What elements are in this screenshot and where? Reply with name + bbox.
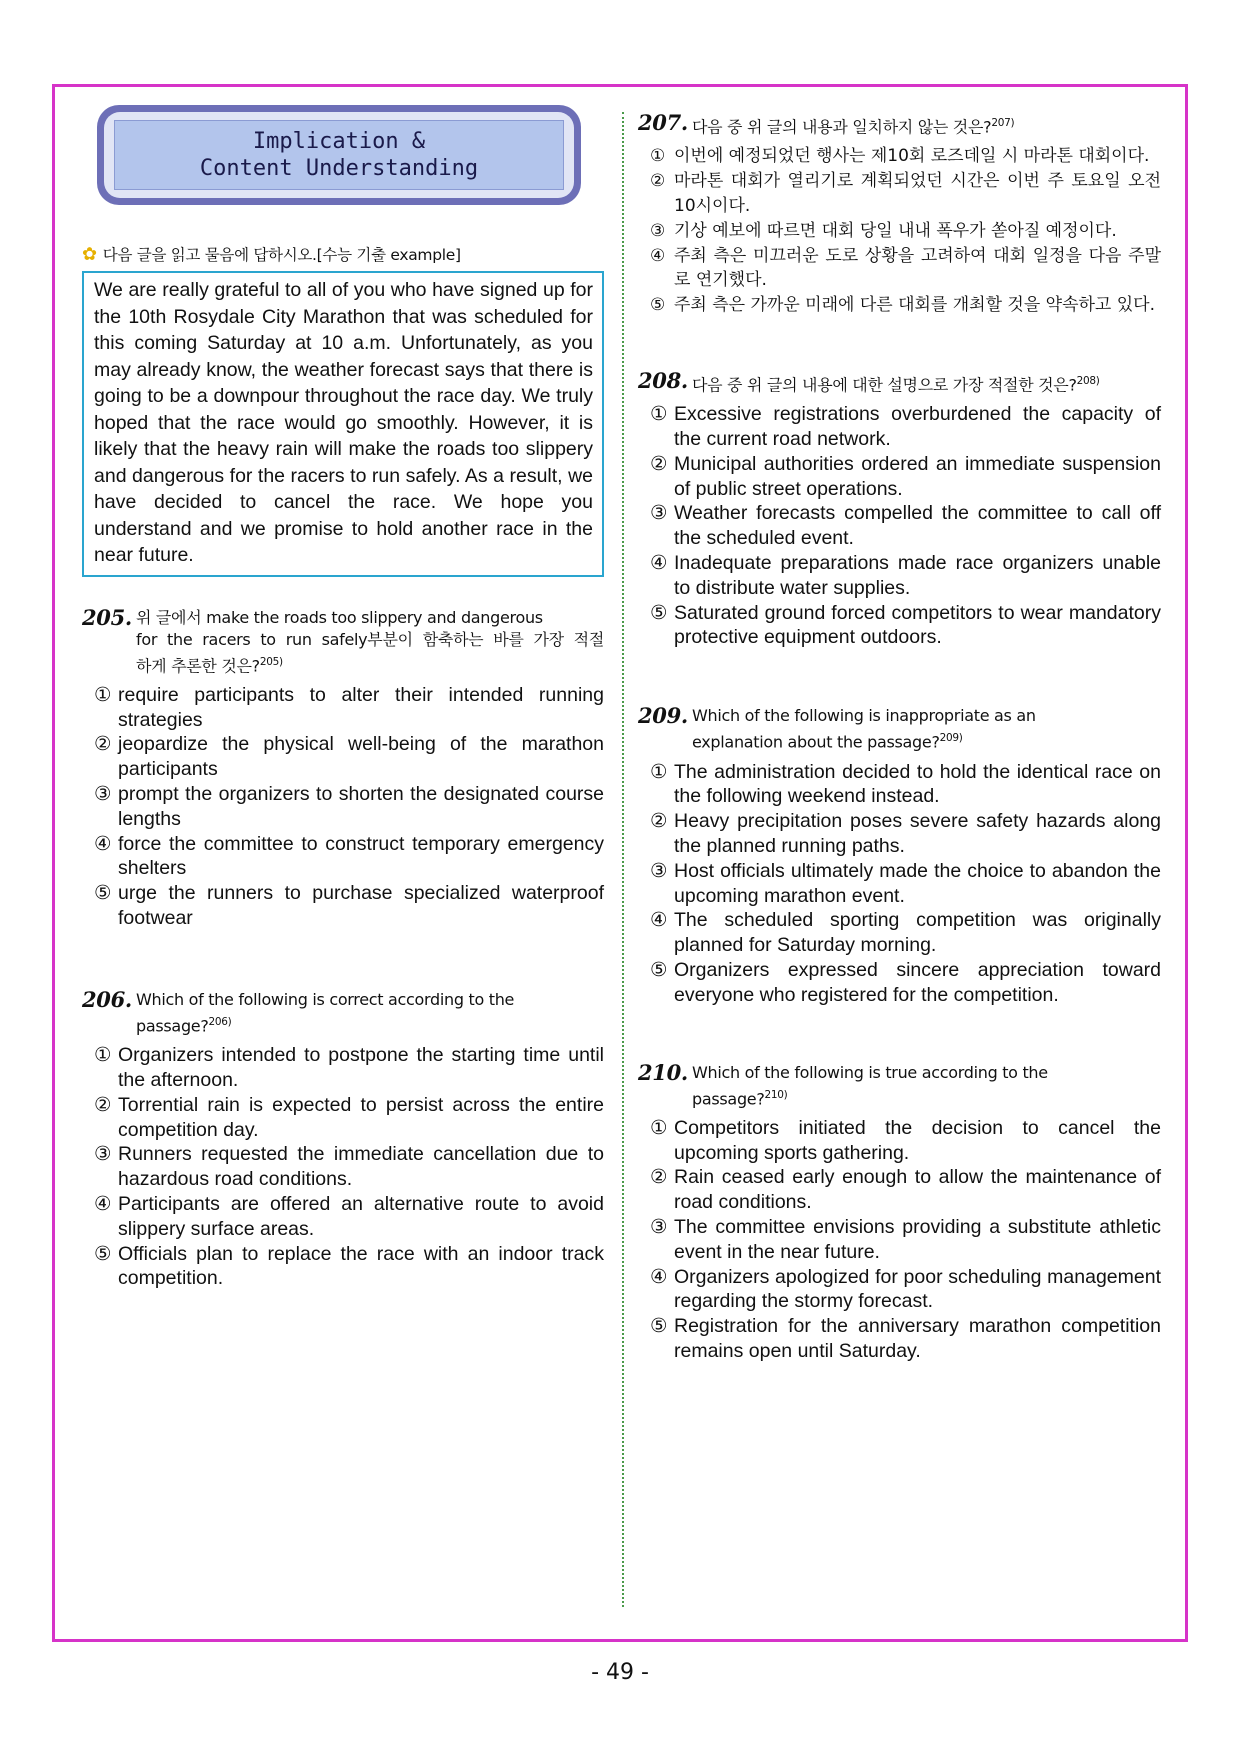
option-text: Heavy precipitation poses severe safety hazards along the planned running paths. bbox=[674, 810, 1161, 857]
answer-option[interactable] bbox=[94, 881, 604, 931]
question-stem-continued: for the racers to run safely부분이 함축하는 바를 가장 적절 bbox=[136, 629, 604, 649]
answer-option[interactable] bbox=[650, 501, 1161, 551]
option-text: Officials plan to replace the race with an indoor track competition. bbox=[118, 1242, 604, 1290]
instruction-text: 다음 글을 읽고 물음에 답하시오.[수능 기출 example] bbox=[102, 246, 461, 264]
option-number: ④ bbox=[94, 1192, 112, 1215]
footnote-ref: 208) bbox=[1076, 374, 1100, 387]
option-text: Municipal authorities ordered an immediate suspension of public street operations. bbox=[674, 452, 1161, 500]
question-number: 205. bbox=[82, 604, 132, 630]
option-text: Weather forecasts compelled the committee to call off the scheduled event. bbox=[674, 502, 1161, 550]
option-number: ② bbox=[650, 1166, 668, 1189]
option-number: ⑤ bbox=[650, 958, 668, 981]
question-number: 209. bbox=[638, 703, 688, 729]
option-text: Host officials ultimately made the choice to abandon the upcoming marathon event. bbox=[674, 859, 1161, 907]
question-stem: Which of the following is correct according to the bbox=[135, 989, 515, 1009]
option-number: ⑤ bbox=[650, 601, 668, 624]
option-number: ② bbox=[650, 810, 668, 833]
option-text: Competitors initiated the decision to cancel the upcoming sports gathering. bbox=[674, 1116, 1161, 1164]
answer-option[interactable] bbox=[94, 1242, 604, 1292]
answer-option[interactable] bbox=[650, 760, 1161, 810]
answer-option[interactable] bbox=[650, 244, 1161, 294]
answer-option[interactable] bbox=[650, 1116, 1161, 1166]
option-number: ① bbox=[650, 760, 668, 783]
title-line1: Implication & bbox=[252, 129, 426, 154]
question-number: 208. bbox=[638, 367, 688, 393]
option-number: ② bbox=[94, 733, 112, 756]
question-209 bbox=[638, 705, 1161, 1007]
footnote-ref: 207) bbox=[991, 117, 1015, 129]
answer-option[interactable] bbox=[94, 1192, 604, 1242]
answer-option[interactable] bbox=[650, 859, 1161, 909]
option-text: force the committee to construct temporary emergency shelters bbox=[118, 832, 604, 880]
option-text: Inadequate preparations made race organizers unable to distribute water supplies. bbox=[674, 552, 1161, 599]
option-number: ③ bbox=[94, 1143, 112, 1166]
option-text: The committee envisions providing a substitute athletic event in the near future. bbox=[674, 1216, 1161, 1263]
answer-option[interactable] bbox=[94, 683, 604, 733]
page-number: - 49 - bbox=[591, 1660, 649, 1685]
answer-option[interactable] bbox=[650, 809, 1161, 859]
right-column bbox=[638, 112, 1161, 1364]
column-divider bbox=[622, 112, 624, 1607]
question-205 bbox=[82, 604, 604, 931]
option-text: The administration decided to hold the identical race on the following weekend instead. bbox=[674, 760, 1161, 808]
option-number: ⑤ bbox=[94, 882, 112, 905]
option-number: ① bbox=[650, 146, 666, 167]
option-number: ④ bbox=[650, 552, 668, 575]
answer-option[interactable] bbox=[650, 1215, 1161, 1265]
option-number: ① bbox=[94, 683, 112, 706]
answer-option[interactable] bbox=[650, 293, 1161, 318]
option-text: 주최 측은 가까운 미래에 다른 대회를 개최할 것을 약속하고 있다. bbox=[674, 295, 1156, 316]
option-text: Runners requested the immediate cancellation due to hazardous road conditions. bbox=[118, 1143, 604, 1191]
option-text: 이번에 예정되었던 행사는 제10회 로즈데일 시 마라톤 대회이다. bbox=[674, 146, 1150, 167]
question-stem-continued: passage?$^{206)}$ bbox=[136, 1015, 232, 1036]
option-text: jeopardize the physical well-being of the marathon participants bbox=[118, 733, 604, 781]
answer-option[interactable] bbox=[650, 169, 1161, 219]
footnote-ref: 209) bbox=[939, 732, 963, 745]
section-title bbox=[114, 120, 564, 190]
option-text: Rain ceased early enough to allow the maintenance of road conditions. bbox=[674, 1166, 1161, 1214]
option-text: 주최 측은 미끄러운 도로 상황을 고려하여 대회 일정을 다음 주말로 연기했다. bbox=[674, 245, 1161, 291]
option-number: ⑤ bbox=[94, 1242, 112, 1265]
answer-option[interactable] bbox=[650, 908, 1161, 958]
flower-icon: ✿ bbox=[82, 243, 97, 265]
passage-box: We are really grateful to all of you who have signed up for the 10th Rosydale City Marathon that was scheduled for this coming Saturday at 10 a.m. Unfortunately, as you may already know, the weather forecast says that there is going to be a downpour throughout the race day. We truly hoped that the race would go smoothly. However, it is likely that the heavy rain will make the roads too slippery and dangerous for the racers to run safely. As a result, we have decided to cancel the race. We hope you understand and we promise to hold another race in the near future. bbox=[82, 271, 604, 577]
option-number: ② bbox=[650, 171, 666, 192]
question-number: 210. bbox=[638, 1059, 688, 1085]
answer-option[interactable] bbox=[650, 1165, 1161, 1215]
option-text: Organizers intended to postpone the starting time until the afternoon. bbox=[118, 1044, 604, 1091]
option-number: ③ bbox=[650, 502, 668, 525]
option-number: ③ bbox=[650, 859, 668, 882]
option-number: ① bbox=[650, 403, 668, 426]
option-text: Participants are offered an alternative route to avoid slippery surface areas. bbox=[118, 1192, 604, 1240]
option-text: Torrential rain is expected to persist across the entire competition day. bbox=[118, 1093, 604, 1141]
question-stem: 다음 중 위 글의 내용에 대한 설명으로 가장 적절한 것은?$^{208)}$ bbox=[691, 374, 1100, 395]
option-number: ⑤ bbox=[650, 1315, 668, 1338]
answer-option[interactable] bbox=[94, 1043, 604, 1093]
answer-option[interactable] bbox=[650, 958, 1161, 1008]
option-text: Organizers apologized for poor scheduling management regarding the stormy forecast. bbox=[674, 1265, 1161, 1313]
option-text: require participants to alter their intended running strategies bbox=[118, 683, 604, 731]
option-number: ④ bbox=[94, 832, 112, 855]
answer-option[interactable] bbox=[650, 1314, 1161, 1364]
footnote-ref: 210) bbox=[764, 1088, 788, 1101]
answer-option[interactable] bbox=[94, 1093, 604, 1143]
option-text: prompt the organizers to shorten the designated course lengths bbox=[118, 783, 604, 830]
question-stem-continued: 하게 추론한 것은?$^{205)}$ bbox=[136, 655, 283, 675]
option-number: ① bbox=[650, 1116, 668, 1139]
option-text: Organizers expressed sincere appreciation toward everyone who registered for the competition. bbox=[674, 958, 1161, 1006]
option-text: urge the runners to purchase specialized waterproof footwear bbox=[118, 882, 604, 929]
option-text: Excessive registrations overburdened the capacity of the current road network. bbox=[674, 403, 1161, 451]
title-line2: Content Understanding bbox=[199, 156, 479, 181]
question-number: 206. bbox=[82, 986, 132, 1012]
section-title-box bbox=[97, 105, 581, 205]
answer-option[interactable] bbox=[94, 832, 604, 882]
footnote-ref: 206) bbox=[208, 1015, 232, 1028]
question-stem: 위 글에서 make the roads too slippery and dangerous bbox=[135, 607, 543, 627]
footnote-ref: 205) bbox=[259, 655, 283, 668]
answer-option[interactable] bbox=[94, 782, 604, 832]
question-207 bbox=[638, 112, 1161, 318]
option-number: ③ bbox=[94, 783, 112, 806]
question-stem: Which of the following is inappropriate as an bbox=[691, 706, 1036, 726]
option-number: ④ bbox=[650, 245, 666, 266]
question-stem-continued: passage?$^{210)}$ bbox=[692, 1088, 788, 1108]
option-number: ⑤ bbox=[650, 295, 666, 316]
answer-option[interactable] bbox=[650, 601, 1161, 651]
question-number: 207. bbox=[638, 110, 688, 135]
question-210 bbox=[638, 1059, 1161, 1364]
option-text: 마라톤 대회가 열리기로 계획되었던 시간은 이번 주 토요일 오전 10시이다. bbox=[674, 171, 1161, 216]
answer-option[interactable] bbox=[650, 452, 1161, 502]
answer-option[interactable] bbox=[94, 1142, 604, 1192]
question-stem: Which of the following is true according to the bbox=[691, 1062, 1048, 1082]
answer-option[interactable] bbox=[650, 402, 1161, 452]
option-text: The scheduled sporting competition was originally planned for Saturday morning. bbox=[674, 909, 1161, 957]
question-stem: 다음 중 위 글의 내용과 일치하지 않는 것은?$^{207)}$ bbox=[691, 117, 1015, 137]
option-number: ② bbox=[650, 452, 668, 475]
option-text: Saturated ground forced competitors to wear mandatory protective equipment outdoors. bbox=[674, 601, 1161, 649]
instruction bbox=[82, 243, 604, 265]
option-number: ② bbox=[94, 1093, 112, 1116]
option-text: Registration for the anniversary marathon competition remains open until Saturday. bbox=[674, 1315, 1161, 1362]
answer-option[interactable] bbox=[650, 219, 1161, 244]
left-column bbox=[82, 105, 604, 1291]
option-text: 기상 예보에 따르면 대회 당일 내내 폭우가 쏟아질 예정이다. bbox=[674, 220, 1117, 241]
question-208 bbox=[638, 367, 1161, 650]
option-number: ④ bbox=[650, 909, 668, 932]
option-number: ① bbox=[94, 1044, 112, 1067]
option-number: ③ bbox=[650, 1216, 668, 1239]
answer-option[interactable] bbox=[650, 144, 1161, 169]
answer-option[interactable] bbox=[650, 1265, 1161, 1315]
answer-option[interactable] bbox=[94, 732, 604, 782]
option-number: ④ bbox=[650, 1265, 668, 1288]
question-206 bbox=[82, 986, 604, 1291]
answer-option[interactable] bbox=[650, 551, 1161, 601]
option-number: ③ bbox=[650, 220, 666, 241]
question-stem-continued: explanation about the passage?$^{209)}$ bbox=[692, 732, 963, 752]
